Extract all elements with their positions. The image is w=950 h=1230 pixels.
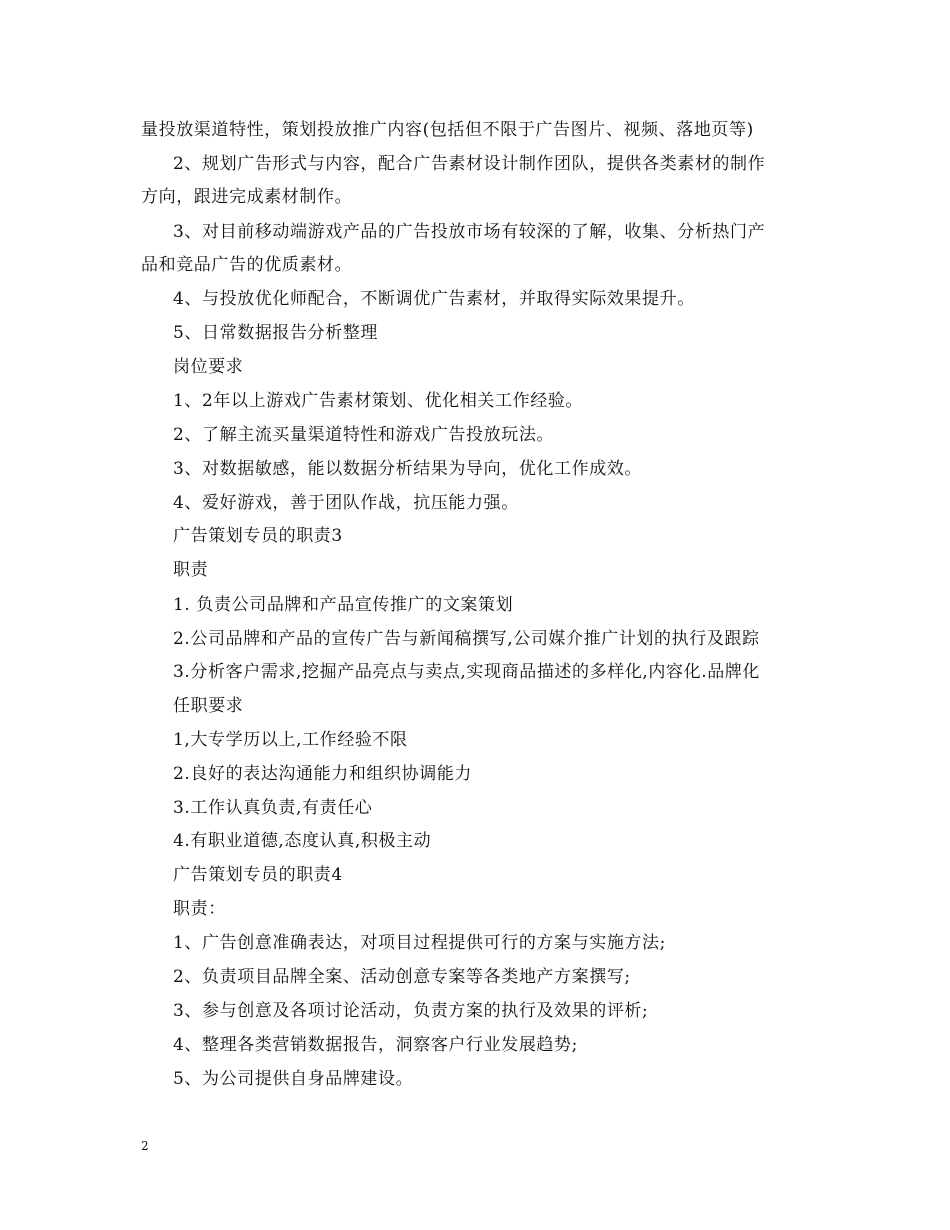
section-heading: 职责	[173, 560, 209, 580]
text-line: 2、了解主流买量渠道特性和游戏广告投放玩法。	[173, 425, 555, 445]
section-heading: 任职要求	[173, 696, 244, 716]
page-number: 2	[141, 1139, 149, 1153]
text-line: 4.有职业道德,态度认真,积极主动	[173, 831, 432, 851]
text-line: 1、广告创意准确表达，对项目过程提供可行的方案与实施方法;	[173, 933, 666, 953]
text-line: 3.工作认真负责,有责任心	[173, 798, 373, 818]
text-line: 1,大专学历以上,工作经验不限	[173, 730, 408, 750]
section-heading: 广告策划专员的职责4	[173, 865, 343, 885]
text-line: 1、2年以上游戏广告素材策划、优化相关工作经验。	[173, 391, 584, 411]
text-line: 3、参与创意及各项讨论活动，负责方案的执行及效果的评析;	[173, 1001, 649, 1021]
text-line: 2、规划广告形式与内容，配合广告素材设计制作团队，提供各类素材的制作	[173, 154, 766, 174]
text-line: 2、负责项目品牌全案、活动创意专案等各类地产方案撰写;	[173, 967, 631, 987]
text-line: 3、对目前移动端游戏产品的广告投放市场有较深的了解，收集、分析热门产	[173, 222, 766, 242]
text-line: 4、与投放优化师配合，不断调优广告素材，并取得实际效果提升。	[173, 289, 695, 309]
section-heading: 广告策划专员的职责3	[173, 526, 343, 546]
text-line: 5、日常数据报告分析整理	[173, 323, 379, 343]
text-line: 4、爱好游戏，善于团队作战，抗压能力强。	[173, 493, 519, 513]
text-line: 4、整理各类营销数据报告，洞察客户行业发展趋势;	[173, 1035, 578, 1055]
text-line: 1. 负责公司品牌和产品宣传推广的文案策划	[173, 595, 514, 615]
section-heading: 岗位要求	[173, 357, 244, 377]
text-line: 2.良好的表达沟通能力和组织协调能力	[173, 764, 473, 784]
text-line: 方向，跟进完成素材制作。	[141, 187, 353, 207]
section-heading: 职责：	[173, 899, 226, 919]
text-line: 3、对数据敏感，能以数据分析结果为导向，优化工作成效。	[173, 459, 643, 479]
text-line: 量投放渠道特性，策划投放推广内容(包括但不限于广告图片、视频、落地页等)	[141, 120, 754, 140]
text-line: 5、为公司提供自身品牌建设。	[173, 1069, 414, 1089]
text-line: 2.公司品牌和产品的宣传广告与新闻稿撰写,公司媒介推广计划的执行及跟踪	[173, 629, 760, 649]
text-line: 3.分析客户需求,挖掘产品亮点与卖点,实现商品描述的多样化,内容化.品牌化	[173, 662, 761, 682]
text-line: 品和竞品广告的优质素材。	[141, 255, 353, 275]
